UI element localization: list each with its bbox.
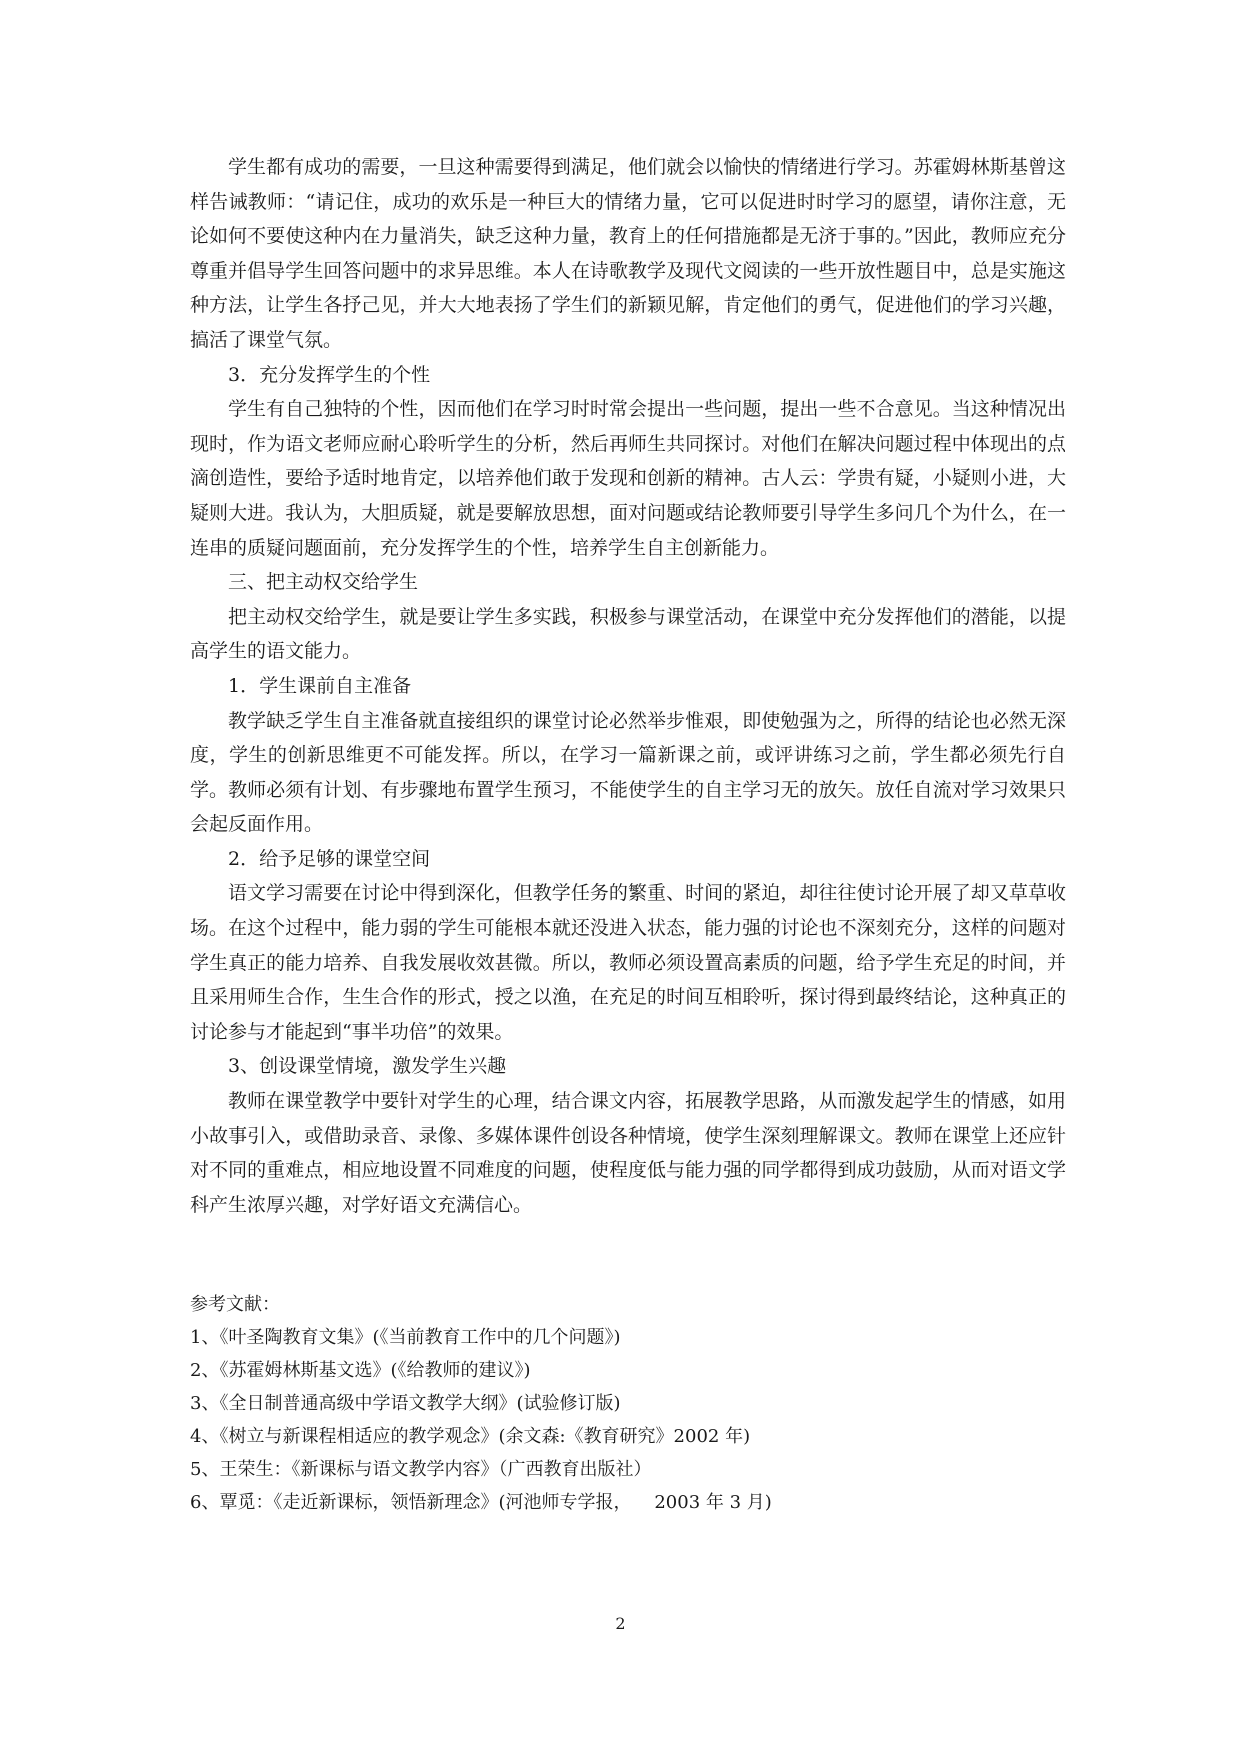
section-heading: 3．充分发挥学生的个性 xyxy=(228,363,431,386)
reference-item: 4、《树立与新课程相适应的教学观念》(余文森:《教育研究》2002 年) xyxy=(190,1426,751,1447)
section-heading: 3、创设课堂情境，激发学生兴趣 xyxy=(228,1055,507,1078)
section-heading: 1．学生课前自主准备 xyxy=(228,674,412,697)
body-text xyxy=(190,150,1066,1222)
references-section xyxy=(190,1288,1066,1519)
section-heading: 三、把主动权交给学生 xyxy=(228,571,419,594)
paragraph: 教师在课堂教学中要针对学生的心理，结合课文内容，拓展教学思路，从而激发起学生的情感，如用小故事引入，或借助录音、录像、多媒体课件创设各种情境，使学生深刻理解课文。教师在课堂上还应针对不同的重难点，相应地设置不同难度的问题，使程度低与能力强的同学都得到成功鼓励，从而对语文学科产生浓厚兴趣，对学好语文充满信心。 xyxy=(190,1090,1066,1216)
section-heading: 2．给予足够的课堂空间 xyxy=(228,847,431,870)
reference-item: 1、《叶圣陶教育文集》(《当前教育工作中的几个问题》) xyxy=(190,1327,621,1348)
paragraph: 语文学习需要在讨论中得到深化，但教学任务的繁重、时间的紧迫，却往往使讨论开展了却又草草收场。在这个过程中，能力弱的学生可能根本就还没进入状态，能力强的讨论也不深刻充分，这样的问题对学生真正的能力培养、自我发展收效甚微。所以，教师必须设置高素质的问题，给予学生充足的时间，并且采用师生合作，生生合作的形式，授之以渔，在充足的时间互相聆听，探讨得到最终结论，这种真正的讨论参与才能起到“事半功倍”的效果。 xyxy=(190,882,1066,1043)
reference-item: 6、覃觅：《走近新课标，领悟新理念》(河池师专学报， 2003 年 3 月) xyxy=(190,1492,772,1513)
page-number: 2 xyxy=(615,1614,626,1633)
paragraph: 教学缺乏学生自主准备就直接组织的课堂讨论必然举步惟艰，即使勉强为之，所得的结论也必然无深度，学生的创新思维更不可能发挥。所以，在学习一篇新课之前，或评讲练习之前，学生都必须先行自学。教师必须有计划、有步骤地布置学生预习，不能使学生的自主学习无的放矢。放任自流对学习效果只会起反面作用。 xyxy=(190,709,1066,836)
paragraph: 学生都有成功的需要，一旦这种需要得到满足，他们就会以愉快的情绪进行学习。苏霍姆林斯基曾这样告诫教师：“请记住，成功的欢乐是一种巨大的情绪力量，它可以促进时时学习的愿望，请你注意，无论如何不要使这种内在力量消失，缺乏这种力量，教育上的任何措施都是无济于事的。”因此，教师应充分尊重并倡导学生回答问题中的求异思维。本人在诗歌教学及现代文阅读的一些开放性题目中，总是实施这种方法，让学生各抒己见，并大大地表扬了学生们的新颖见解，肯定他们的勇气，促进他们的学习兴趣，搞活了课堂气氛。 xyxy=(190,156,1066,351)
references-heading: 参考文献： xyxy=(190,1294,280,1315)
reference-item: 2、《苏霍姆林斯基文选》(《给教师的建议》) xyxy=(190,1360,531,1381)
reference-item: 3、《全日制普通高级中学语文教学大纲》(试验修订版) xyxy=(190,1393,621,1414)
paragraph: 学生有自己独特的个性，因而他们在学习时时常会提出一些问题，提出一些不合意见。当这种情况出现时，作为语文老师应耐心聆听学生的分析，然后再师生共同探讨。对他们在解决问题过程中体现出的点滴创造性，要给予适时地肯定，以培养他们敢于发现和创新的精神。古人云：学贵有疑，小疑则小进，大疑则大进。我认为，大胆质疑，就是要解放思想，面对问题或结论教师要引导学生多问几个为什么，在一连串的质疑问题面前，充分发挥学生的个性，培养学生自主创新能力。 xyxy=(190,398,1066,559)
reference-item: 5、王荣生：《新课标与语文教学内容》（广西教育出版社） xyxy=(190,1459,652,1480)
paragraph: 把主动权交给学生，就是要让学生多实践，积极参与课堂活动，在课堂中充分发挥他们的潜能，以提高学生的语文能力。 xyxy=(190,605,1066,663)
